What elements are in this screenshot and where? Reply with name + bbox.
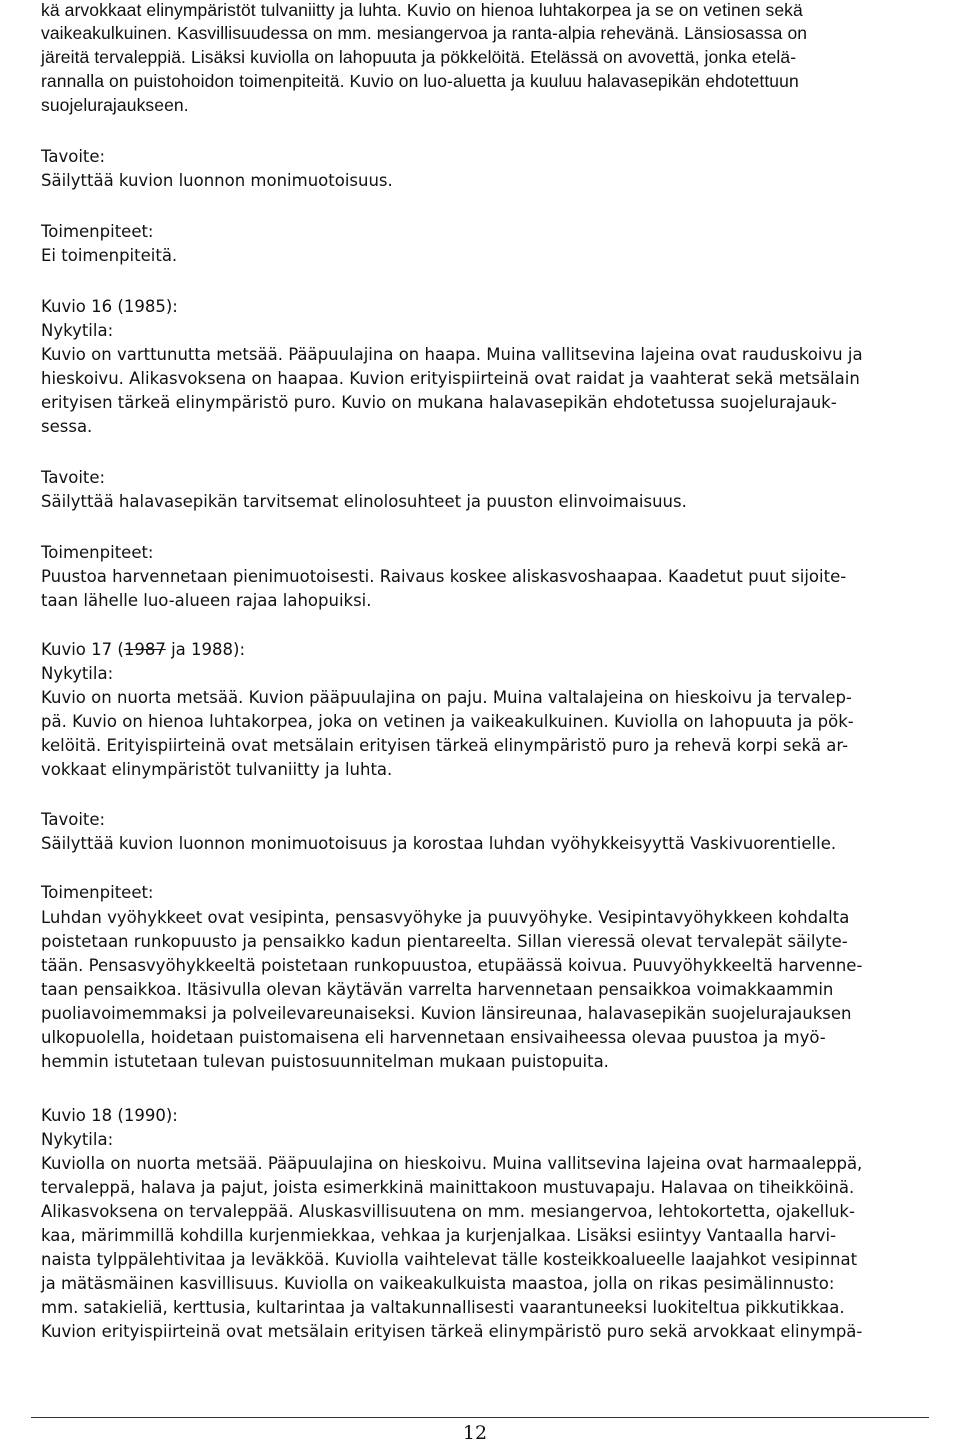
toimenpiteet-label: Toimenpiteet: [41,883,154,902]
text-line: Ei toimenpiteitä. [41,246,178,265]
text-line: hemmin istutetaan tulevan puistosuunnitelman mukaan puistopuita. [41,1052,609,1071]
text-line: ja mätäsmäinen kasvillisuus. Kuviolla on vaikeakulkuista maastoa, jolla on rikas pesimälinnusto: [41,1274,835,1293]
text-line: erityisen tärkeä elinympäristö puro. Kuvio on mukana halavasepikän ehdotetussa suojelurajauk- [41,393,837,412]
text-line: vokkaat elinympäristöt tulvaniitty ja luhta. [41,760,393,779]
text-line: puoliavoimemmaksi ja polveilevareunaiseksi. Kuvion länsireunaa, halavasepikän suojelurajauksen [41,1004,852,1023]
text-line: Kuviolla on nuorta metsää. Pääpuulajina on hieskoivu. Muina vallitsevina lajeina ovat harmaaleppä, [41,1154,863,1173]
page-number: 12 [462,1422,488,1444]
text-line: Luhdan vyöhykkeet ovat vesipinta, pensasvyöhyke ja puuvyöhyke. Vesipintavyöhykkeen kohdalta [41,908,850,927]
tavoite-label: Tavoite: [41,468,106,487]
heading-end: ja 1988): [165,640,246,659]
text-line: kelöitä. Erityispiirteinä ovat metsälain erityisen tärkeä elinympäristö puro ja rehevä korpi sekä ar- [41,736,849,755]
toimenpiteet-label: Toimenpiteet: [41,222,154,241]
text-line: Säilyttää kuvion luonnon monimuotoisuus ja korostaa luhdan vyöhykkeisyyttä Vaskivuorentielle. [41,834,837,853]
nykytila-label: Nykytila: [41,321,114,340]
text-line: tään. Pensasvyöhykkeeltä poistetaan runkopuustoa, etupäässä koivua. Puuvyöhykkeeltä harvenne- [41,956,863,975]
text-line: naista tylppälehtivitaa ja leväkköä. Kuviolla vaihtelevat tälle kosteikkoalueelle laajahkot vesipinnat [41,1250,858,1269]
text-line: suojelurajaukseen. [41,95,189,115]
text-line: Alikasvoksena on tervaleppää. Aluskasvillisuutena on mm. mesiangervoa, lehtokortetta, ojakelluk- [41,1202,855,1221]
text-line: poistetaan runkopuusto ja pensaikko kadun pientareelta. Sillan vieressä olevat tervalepät säilyte- [41,932,848,951]
text-line: Puustoa harvennetaan pienimuotoisesti. Raivaus koskee aliskasvoshaapaa. Kaadetut puut sijoite- [41,567,847,586]
tavoite-label: Tavoite: [41,810,106,829]
nykytila-label: Nykytila: [41,1130,114,1149]
text-line: kaa, märimmillä kohdilla kurjenmiekkaa, vehkaa ja kurjenjalkaa. Lisäksi esiintyy Vantaalla harvi- [41,1226,837,1245]
text-line: Säilyttää halavasepikän tarvitsemat elinolosuhteet ja puuston elinvoimaisuus. [41,492,687,511]
text-line: taan pensaikkoa. Itäsivulla olevan käytävän varrelta harvennetaan pensaikkoa voimakkaammin [41,980,834,999]
heading-start: Kuvio 17 ( [41,640,124,659]
text-line: vaikeakulkuinen. Kasvillisuudessa on mm. mesiangervoa ja ranta-alpia rehevänä. Länsiosassa on [41,23,808,43]
text-line: tervaleppä, halava ja pajut, joista esimerkkinä mainittakoon mustuvapaju. Halavaa on tiheikköinä. [41,1178,855,1197]
struck-year: 1987 [123,640,166,659]
text-line: Kuvio on nuorta metsää. Kuvion pääpuulajina on paju. Muina valtalajeina on hieskoivu ja tervalep- [41,688,852,707]
footer-divider [31,1417,929,1418]
text-line: sessa. [41,417,93,436]
nykytila-label: Nykytila: [41,664,114,683]
text-line: kä arvokkaat elinympäristöt tulvaniitty ja luhta. Kuvio on hienoa luhtakorpea ja se on vetinen sekä [41,0,803,20]
tavoite-label: Tavoite: [41,147,106,166]
text-line: rannalla on puistohoidon toimenpiteitä. Kuvio on luo-aluetta ja kuuluu halavasepikän ehdotettuun [41,71,799,91]
section-heading: Kuvio 16 (1985): [41,297,178,316]
text-line: järeitä tervaleppiä. Lisäksi kuviolla on lahopuuta ja pökkelöitä. Etelässä on avovettä, jonka etelä- [41,47,797,67]
text-line: Säilyttää kuvion luonnon monimuotoisuus. [41,171,393,190]
text-line: ulkopuolella, hoidetaan puistomaisena eli harvennetaan ensivaiheessa olevaa puustoa ja myö- [41,1028,826,1047]
text-line: mm. satakieliä, kerttusia, kultarintaa ja valtakunnallisesti vaarantuneeksi luokiteltua pikkutikkaa. [41,1298,845,1317]
section-heading: Kuvio 18 (1990): [41,1106,178,1125]
text-line: Kuvion erityispiirteinä ovat metsälain erityisen tärkeä elinympäristö puro sekä arvokkaat elinympä- [41,1322,863,1341]
section-heading [41,638,245,662]
text-line: taan lähelle luo-alueen rajaa lahopuiksi. [41,591,372,610]
text-line: Kuvio on varttunutta metsää. Pääpuulajina on haapa. Muina vallitsevina lajeina ovat rauduskoivu ja [41,345,863,364]
text-line: hieskoivu. Alikasvoksena on haapaa. Kuvion erityispiirteinä ovat raidat ja vaahterat sekä metsälain [41,369,860,388]
toimenpiteet-label: Toimenpiteet: [41,543,154,562]
text-line: pä. Kuvio on hienoa luhtakorpea, joka on vetinen ja vaikeakulkuinen. Kuviolla on lahopuuta ja pök- [41,712,854,731]
